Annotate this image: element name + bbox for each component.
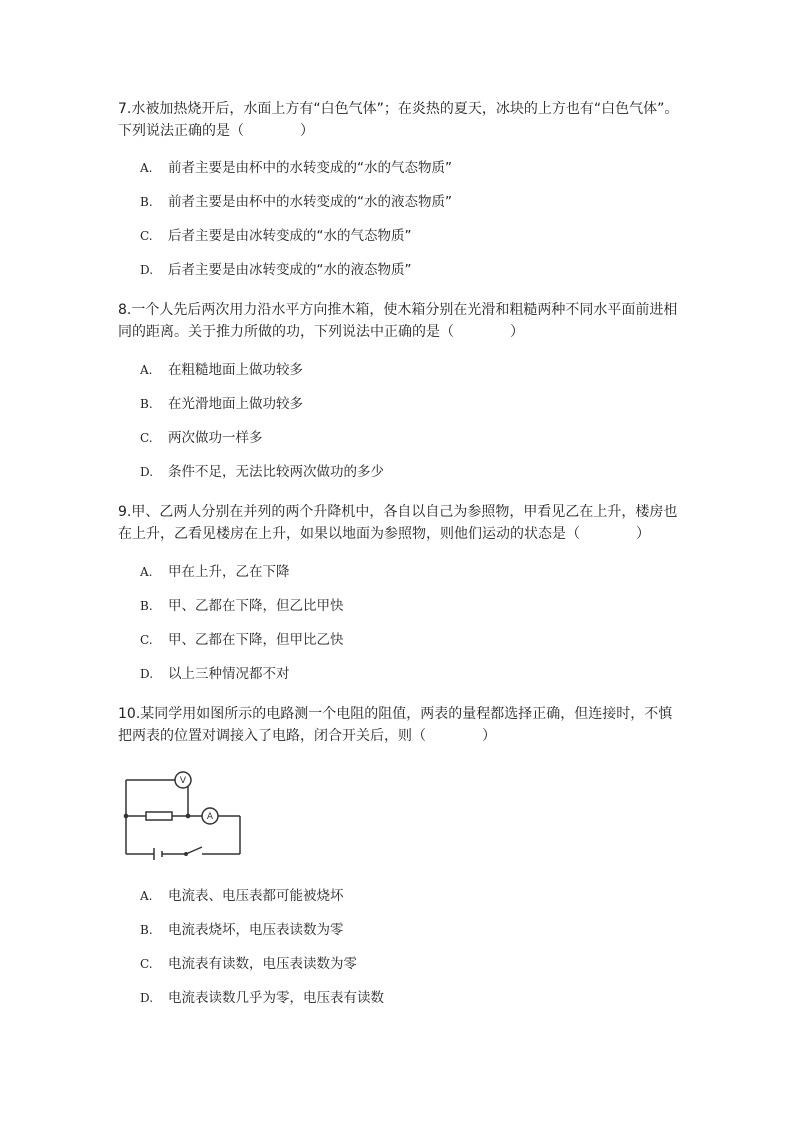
junction-dot bbox=[124, 814, 127, 817]
option-letter: B. bbox=[140, 923, 153, 937]
option-letter: C. bbox=[140, 431, 153, 445]
option-text: 后者主要是由冰转变成的“水的气态物质” bbox=[168, 228, 412, 244]
option-letter: B. bbox=[140, 599, 153, 613]
option-text: 电流表有读数，电压表读数为零 bbox=[168, 956, 357, 972]
question-7-option-a bbox=[140, 158, 452, 178]
option-text: 电流表读数几乎为零，电压表有读数 bbox=[168, 990, 384, 1006]
option-text: 在光滑地面上做功较多 bbox=[168, 396, 303, 412]
option-letter: C. bbox=[140, 957, 153, 971]
question-10-option-c bbox=[140, 954, 357, 974]
question-9-stem: 9.甲、乙两人分别在并列的两个升降机中，各自以自己为参照物，甲看见乙在上升，楼房也在上升，乙看见楼房在上升，如果以地面为参照物，则他们运动的状态是（ ） bbox=[118, 504, 678, 542]
option-text: 电流表烧坏，电压表读数为零 bbox=[168, 922, 344, 938]
option-text: 条件不足，无法比较两次做功的多少 bbox=[168, 464, 384, 480]
option-letter: D. bbox=[140, 991, 154, 1005]
option-text: 前者主要是由杯中的水转变成的“水的液态物质” bbox=[168, 194, 452, 210]
option-letter: A. bbox=[140, 161, 153, 175]
question-7-option-c bbox=[140, 226, 412, 246]
question-7-option-d bbox=[140, 260, 412, 280]
option-letter: D. bbox=[140, 263, 154, 277]
option-letter: B. bbox=[140, 397, 153, 411]
question-8-option-a bbox=[140, 360, 303, 380]
option-text: 甲、乙都在下降，但甲比乙快 bbox=[168, 632, 344, 648]
option-letter: A. bbox=[140, 889, 153, 903]
question-10-option-b bbox=[140, 920, 344, 940]
option-letter: B. bbox=[140, 195, 153, 209]
switch-pivot bbox=[185, 853, 187, 855]
option-text: 在粗糙地面上做功较多 bbox=[168, 362, 303, 378]
question-10-option-d bbox=[140, 988, 384, 1008]
switch-blade bbox=[186, 847, 202, 854]
option-letter: A. bbox=[140, 363, 153, 377]
question-10-option-a bbox=[140, 886, 344, 906]
question-10-stem: 10.某同学用如图所示的电路测一个电阻的阻值，两表的量程都选择正确，但连接时，不慎把两表的位置对调接入了电路，闭合开关后，则（ ） bbox=[118, 706, 673, 744]
question-9-option-b bbox=[140, 596, 344, 616]
option-letter: C. bbox=[140, 229, 153, 243]
question-8-option-c bbox=[140, 428, 263, 448]
option-letter: D. bbox=[140, 667, 154, 681]
option-text: 后者主要是由冰转变成的“水的液态物质” bbox=[168, 262, 412, 278]
option-text: 电流表、电压表都可能被烧坏 bbox=[168, 888, 344, 904]
ammeter-label: A bbox=[206, 812, 214, 823]
question-8-option-d bbox=[140, 462, 384, 482]
question-9-option-a bbox=[140, 562, 290, 582]
circuit-diagram bbox=[118, 770, 246, 862]
junction-dot bbox=[186, 814, 189, 817]
question-8-option-b bbox=[140, 394, 303, 414]
option-letter: A. bbox=[140, 565, 153, 579]
question-9-option-d bbox=[140, 664, 290, 684]
option-letter: D. bbox=[140, 465, 154, 479]
option-text: 甲、乙都在下降，但乙比甲快 bbox=[168, 598, 344, 614]
question-9-option-c bbox=[140, 630, 344, 650]
option-text: 前者主要是由杯中的水转变成的“水的气态物质” bbox=[168, 160, 452, 176]
option-text: 甲在上升，乙在下降 bbox=[168, 564, 290, 580]
option-letter: C. bbox=[140, 633, 153, 647]
question-8-stem: 8.一个人先后两次用力沿水平方向推木箱，使木箱分别在光滑和粗糙两种不同水平面前进相同的距离。关于推力所做的功，下列说法中正确的是（ ） bbox=[118, 302, 678, 340]
option-text: 两次做功一样多 bbox=[168, 430, 263, 446]
voltmeter-label: V bbox=[179, 776, 187, 787]
question-7-option-b bbox=[140, 192, 452, 212]
option-text: 以上三种情况都不对 bbox=[168, 666, 290, 682]
question-7-stem: 7.水被加热烧开后，水面上方有“白色气体”；在炎热的夏天，冰块的上方也有“白色气体”。下列说法正确的是（ ） bbox=[118, 101, 679, 139]
resistor bbox=[146, 812, 172, 820]
